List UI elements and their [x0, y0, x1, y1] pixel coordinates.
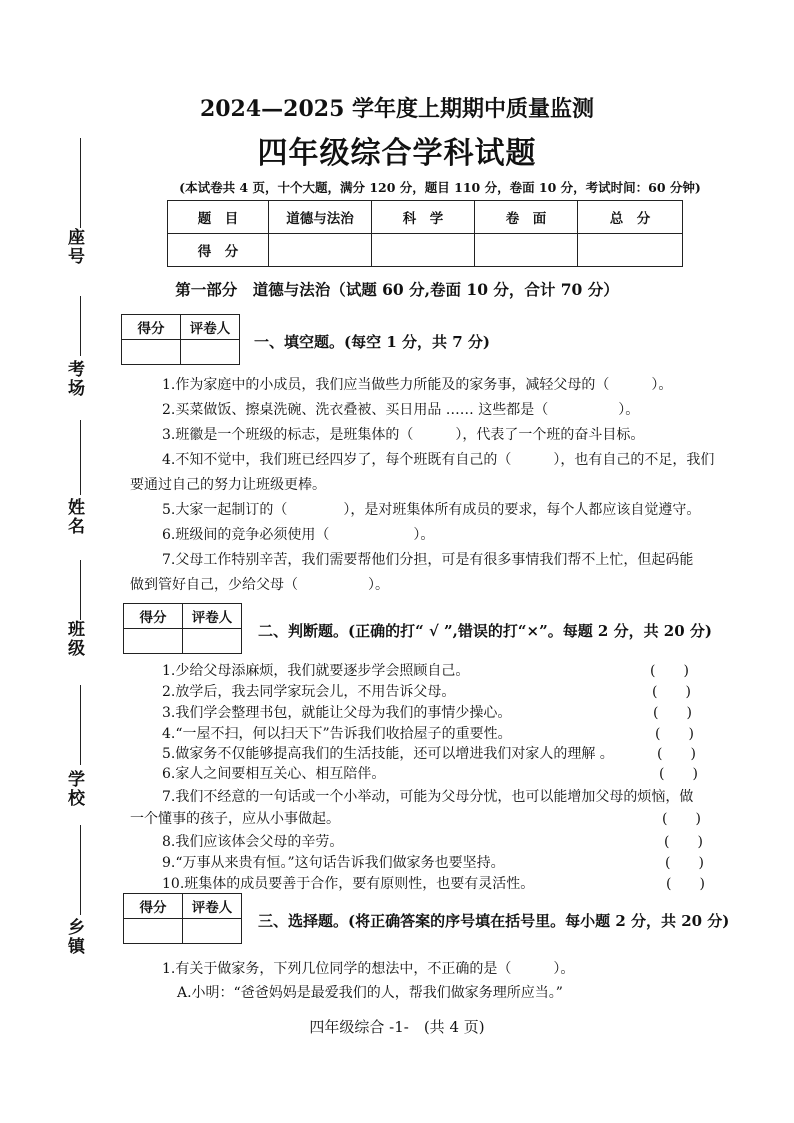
grader-box [123, 893, 242, 944]
choice-question: 1.有关于做家务，下列几位同学的想法中，不正确的是（ ）。 [162, 961, 575, 977]
judge-question: 6.家人之间要相互关心、相互陪伴。 [162, 766, 386, 782]
section2-title: 二、判断题。(正确的打“ √ ”,错误的打“×”。每题 2 分，共 20 分) [258, 622, 713, 640]
fill-question: 4.不知不觉中，我们班已经四岁了，每个班既有自己的（ ），也有自己的不足，我们 [162, 452, 715, 468]
section1-title: 一、填空题。(每空 1 分，共 7 分) [254, 333, 490, 351]
judge-question: 2.放学后，我去同学家玩会儿，不用告诉父母。 [162, 684, 456, 700]
grader-score-label: 得分 [124, 894, 183, 919]
score-header-morality: 道德与法治 [269, 201, 372, 234]
fill-question: 1.作为家庭中的小成员，我们应当做些力所能及的家务事，减轻父母的（ ）。 [162, 377, 673, 393]
answer-paren[interactable]: ( ) [652, 684, 691, 700]
score-cell[interactable] [578, 234, 683, 267]
score-table [167, 200, 683, 267]
score-cell[interactable] [269, 234, 372, 267]
binding-line [80, 420, 81, 495]
judge-question: 9.“万事从来贵有恒。”这句话告诉我们做家务也要坚持。 [162, 855, 505, 871]
binding-line [80, 560, 81, 620]
grader-score-label: 得分 [124, 604, 183, 629]
town-label: 乡镇 [64, 918, 84, 956]
grader-score-cell[interactable] [124, 919, 183, 944]
fill-question: 5.大家一起制订的（ ），是对班集体所有成员的要求，每个人都应该自觉遵守。 [162, 502, 701, 518]
binding-line [80, 296, 81, 356]
choice-option: A.小明：“爸爸妈妈是最爱我们的人，帮我们做家务理所应当。” [177, 985, 563, 1001]
judge-question: 8.我们应该体会父母的辛劳。 [162, 834, 344, 850]
answer-paren[interactable]: ( ) [662, 811, 701, 827]
seat-number-label: 座号 [64, 228, 84, 266]
judge-question: 3.我们学会整理书包，就能让父母为我们的事情少操心。 [162, 705, 512, 721]
judge-question: 10.班集体的成员要善于合作，要有原则性，也要有灵活性。 [162, 876, 535, 892]
class-label: 班级 [64, 620, 84, 658]
grader-reviewer-label: 评卷人 [183, 894, 242, 919]
score-cell[interactable] [372, 234, 475, 267]
grader-reviewer-cell[interactable] [183, 919, 242, 944]
grader-reviewer-cell[interactable] [183, 629, 242, 654]
score-header-science: 科 学 [372, 201, 475, 234]
exam-room-label: 考场 [64, 360, 84, 398]
judge-question: 1.少给父母添麻烦，我们就要逐步学会照顾自己。 [162, 663, 470, 679]
fill-question-continued: 做到管好自己，少给父母（ ）。 [130, 577, 389, 593]
score-header-neatness: 卷 面 [475, 201, 578, 234]
name-label: 姓名 [64, 498, 84, 536]
fill-question: 6.班级间的竞争必须使用（ ）。 [162, 527, 435, 543]
score-header-item: 题 目 [168, 201, 269, 234]
judge-question: 4.“一屋不扫，何以扫天下”告诉我们收拾屋子的重要性。 [162, 726, 512, 742]
answer-paren[interactable]: ( ) [664, 834, 703, 850]
binding-line [80, 825, 81, 915]
grader-box [123, 603, 242, 654]
fill-question: 3.班徽是一个班级的标志，是班集体的（ ），代表了一个班的奋斗目标。 [162, 427, 645, 443]
judge-question-continued: 一个懂事的孩子，应从小事做起。 [130, 811, 340, 827]
answer-paren[interactable]: ( ) [665, 855, 704, 871]
page-footer: 四年级综合 -1- (共 4 页) [309, 1018, 485, 1036]
part1-title: 第一部分 道德与法治（试题 60 分,卷面 10 分，合计 70 分） [175, 280, 619, 299]
fill-question: 2.买菜做饭、擦桌洗碗、洗衣叠被、买日用品 …… 这些都是（ ）。 [162, 402, 640, 418]
answer-paren[interactable]: ( ) [655, 726, 694, 742]
exam-term-title: 2024—2025 学年度上期期中质量监测 [199, 96, 595, 122]
grader-score-label: 得分 [122, 315, 181, 340]
judge-question: 7.我们不经意的一句话或一个小举动，可能为父母分忧，也可以能增加父母的烦恼，做 [162, 789, 694, 805]
score-row-label: 得 分 [168, 234, 269, 267]
answer-paren[interactable]: ( ) [659, 766, 698, 782]
grader-score-cell[interactable] [124, 629, 183, 654]
grader-reviewer-label: 评卷人 [181, 315, 240, 340]
grader-reviewer-label: 评卷人 [183, 604, 242, 629]
answer-paren[interactable]: ( ) [657, 746, 696, 762]
answer-paren[interactable]: ( ) [653, 705, 692, 721]
grader-box [121, 314, 240, 365]
grader-reviewer-cell[interactable] [181, 340, 240, 365]
score-cell[interactable] [475, 234, 578, 267]
exam-note: (本试卷共 4 页，十个大题，满分 120 分，题目 110 分，卷面 10 分，考试时间：60 分钟) [179, 180, 701, 195]
fill-question: 7.父母工作特别辛苦，我们需要帮他们分担，可是有很多事情我们帮不上忙，但起码能 [162, 552, 694, 568]
grader-score-cell[interactable] [122, 340, 181, 365]
exam-subject-title: 四年级综合学科试题 [257, 136, 537, 171]
binding-line [80, 685, 81, 765]
school-label: 学校 [64, 770, 84, 808]
answer-paren[interactable]: ( ) [650, 663, 689, 679]
score-header-total: 总 分 [578, 201, 683, 234]
judge-question: 5.做家务不仅能够提高我们的生活技能，还可以增进我们对家人的理解 。 [162, 746, 614, 762]
fill-question-continued: 要通过自己的努力让班级更棒。 [130, 477, 326, 493]
section3-title: 三、选择题。(将正确答案的序号填在括号里。每小题 2 分，共 20 分) [258, 912, 730, 930]
answer-paren[interactable]: ( ) [666, 876, 705, 892]
